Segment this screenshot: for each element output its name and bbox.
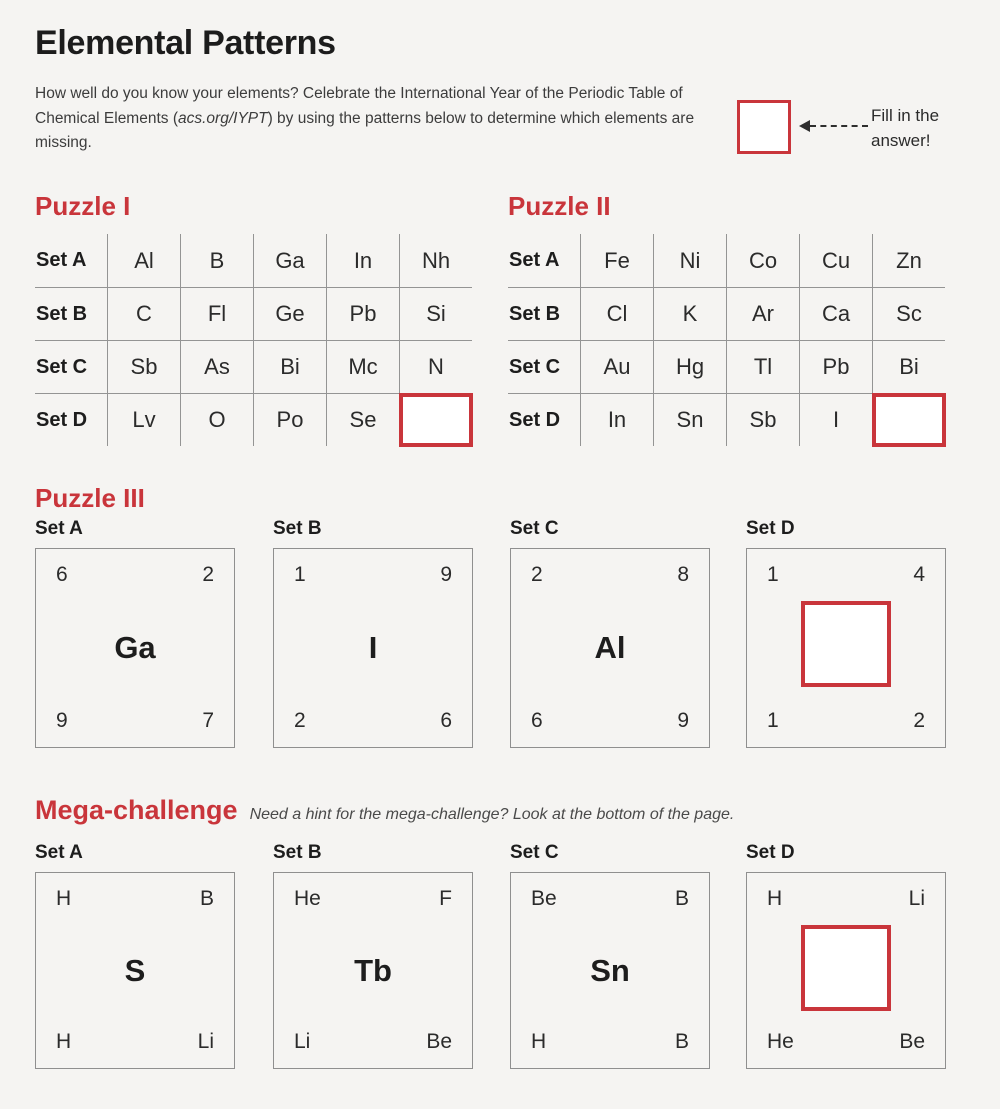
mega-challenge-heading: Mega-challenge: [35, 795, 238, 825]
mega-challenge-header: [35, 795, 734, 826]
answer-demo-box: [737, 100, 791, 154]
puzzle1-answer-cell: [399, 393, 472, 446]
set-label: Set C: [510, 518, 559, 539]
answer-blank-box[interactable]: [801, 601, 891, 687]
corner-bottom-left: 1: [767, 709, 779, 732]
callout-label: [871, 103, 939, 153]
element-cell: Po: [253, 393, 326, 446]
puzzle2-answer-cell: [872, 393, 945, 446]
element-cell: In: [580, 393, 653, 446]
pattern-box: [510, 548, 710, 748]
pattern-box: [273, 548, 473, 748]
corner-top-right: B: [199, 887, 214, 910]
corner-bottom-right: 6: [440, 709, 452, 732]
corner-top-left: 2: [531, 563, 543, 586]
row-label: Set D: [508, 393, 580, 446]
corner-bottom-right: Li: [197, 1030, 214, 1053]
corner-bottom-right: Be: [426, 1030, 452, 1053]
answer-blank-box[interactable]: [872, 393, 946, 447]
mega-set-d: [746, 842, 946, 1069]
puzzle3-set-d: [746, 518, 946, 748]
pattern-box: [746, 872, 946, 1069]
row-label: Set C: [508, 340, 580, 393]
row-label: Set C: [35, 340, 107, 393]
element-cell: Ar: [726, 287, 799, 340]
mega-challenge-hint: Need a hint for the mega-challenge? Look at the bottom of the page.: [249, 806, 735, 823]
element-cell: I: [799, 393, 872, 446]
corner-bottom-left: H: [56, 1030, 72, 1053]
mega-set-a: [35, 842, 235, 1069]
element-cell: Pb: [326, 287, 399, 340]
set-label: Set D: [746, 842, 795, 863]
corner-top-left: He: [294, 887, 321, 910]
pattern-box: [273, 872, 473, 1069]
callout-line-2: answer!: [871, 131, 931, 150]
corner-bottom-left: Li: [294, 1030, 311, 1053]
puzzle3-set-c: [510, 518, 710, 748]
puzzle3-set-a: [35, 518, 235, 748]
set-label: Set A: [35, 518, 83, 539]
corner-top-right: Li: [908, 887, 925, 910]
element-cell: Sn: [653, 393, 726, 446]
row-label: Set A: [36, 249, 87, 271]
corner-top-left: 1: [294, 563, 306, 586]
element-cell: Au: [580, 340, 653, 393]
mega-set-c: [510, 842, 710, 1069]
element-cell: Nh: [399, 234, 472, 287]
row-label: Set D: [35, 393, 107, 446]
row-label: Set A: [509, 249, 560, 271]
corner-bottom-right: 9: [677, 709, 689, 732]
element-cell: Sb: [107, 340, 180, 393]
element-cell: Ni: [653, 234, 726, 287]
row-label: Set B: [35, 287, 107, 340]
set-label: Set D: [746, 518, 795, 539]
page-title: Elemental Patterns: [35, 24, 336, 62]
corner-top-right: 2: [202, 563, 214, 586]
corner-bottom-left: 2: [294, 709, 306, 732]
element-cell: K: [653, 287, 726, 340]
element-cell: Tl: [726, 340, 799, 393]
corner-bottom-left: He: [767, 1030, 794, 1053]
corner-bottom-right: B: [674, 1030, 689, 1053]
element-cell: Lv: [107, 393, 180, 446]
center-element: Sn: [590, 952, 630, 988]
puzzle2-heading: Puzzle II: [508, 191, 611, 221]
element-cell: C: [107, 287, 180, 340]
corner-top-left: H: [767, 887, 783, 910]
element-cell: Sc: [872, 287, 945, 340]
center-element: S: [124, 952, 146, 988]
element-cell: Bi: [872, 340, 945, 393]
element-cell: B: [180, 234, 253, 287]
pattern-box: [35, 548, 235, 748]
corner-top-right: F: [439, 887, 452, 910]
pattern-box: [746, 548, 946, 748]
corner-bottom-right: Be: [899, 1030, 925, 1053]
element-cell: O: [180, 393, 253, 446]
element-cell: Fe: [580, 234, 653, 287]
element-cell: Zn: [872, 234, 945, 287]
corner-bottom-left: 9: [56, 709, 68, 732]
pattern-box: [35, 872, 235, 1069]
mega-set-b: [273, 842, 473, 1069]
element-cell: Si: [399, 287, 472, 340]
puzzle1-table: [35, 234, 472, 446]
intro-paragraph: [35, 82, 707, 156]
set-label: Set B: [273, 518, 322, 539]
set-label: Set B: [273, 842, 322, 863]
puzzle2-table: [508, 234, 945, 446]
arrow-dashed-line: [810, 125, 868, 127]
row-label: Set B: [508, 287, 580, 340]
puzzle1-heading: Puzzle I: [35, 191, 131, 221]
intro-text-after: ) by using the patterns below to determine which elements are missing.: [35, 109, 695, 151]
corner-top-right: 4: [913, 563, 925, 586]
corner-bottom-right: 2: [913, 709, 925, 732]
corner-bottom-left: 6: [531, 709, 543, 732]
element-cell: Co: [726, 234, 799, 287]
element-cell: Cl: [580, 287, 653, 340]
intro-url: acs.org/IYPT: [178, 109, 268, 127]
element-cell: Cu: [799, 234, 872, 287]
corner-top-left: Be: [531, 887, 557, 910]
corner-top-left: H: [56, 887, 72, 910]
element-cell: Mc: [326, 340, 399, 393]
set-label: Set A: [35, 842, 83, 863]
element-cell: Ga: [253, 234, 326, 287]
corner-bottom-left: H: [531, 1030, 547, 1053]
element-cell: Hg: [653, 340, 726, 393]
corner-top-right: 8: [677, 563, 689, 586]
callout-line-1: Fill in the: [871, 106, 940, 125]
corner-top-right: 9: [440, 563, 452, 586]
element-cell: N: [399, 340, 472, 393]
corner-top-left: 1: [767, 563, 779, 586]
center-element: I: [368, 630, 378, 665]
arrow-left-dashed-icon: [799, 120, 868, 132]
element-cell: Ca: [799, 287, 872, 340]
corner-bottom-right: 7: [202, 709, 214, 732]
intro-text-before: How well do you know your elements? Celebrate the International Year of the Periodic Table of Chemical Elements (: [35, 85, 683, 127]
corner-top-right: B: [674, 887, 689, 910]
element-cell: Al: [107, 234, 180, 287]
set-label: Set C: [510, 842, 559, 863]
answer-blank-box[interactable]: [801, 925, 891, 1011]
center-element: Tb: [354, 952, 392, 988]
element-cell: Sb: [726, 393, 799, 446]
element-cell: Ge: [253, 287, 326, 340]
center-element: Al: [594, 630, 626, 665]
arrow-head-icon: [799, 120, 810, 132]
element-cell: Bi: [253, 340, 326, 393]
element-cell: Pb: [799, 340, 872, 393]
puzzle3-heading: Puzzle III: [35, 483, 145, 513]
pattern-box: [510, 872, 710, 1069]
element-cell: Se: [326, 393, 399, 446]
corner-top-left: 6: [56, 563, 68, 586]
answer-blank-box[interactable]: [399, 393, 473, 447]
element-cell: In: [326, 234, 399, 287]
element-cell: Fl: [180, 287, 253, 340]
element-cell: As: [180, 340, 253, 393]
puzzle3-set-b: [273, 518, 473, 748]
center-element: Ga: [114, 630, 156, 665]
